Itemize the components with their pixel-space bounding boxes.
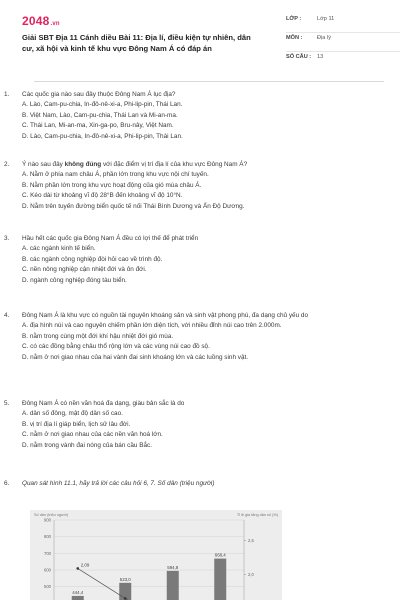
question-text: Đông Nam Á có nền văn hoá đa dạng, giàu bản sắc là do (22, 400, 185, 407)
question-number: 2. (4, 161, 10, 168)
y-tick-label: 700 (44, 550, 51, 556)
question-text-part: với đặc điểm vị trí địa lí của khu vực Đông Nam Á? (101, 161, 248, 168)
answer-option-d[interactable]: D. Lào, Cam-pu-chia, In-đô-nê-xi-a, Phi-lip-pin, Thái Lan. (22, 132, 183, 140)
meta-label: MÔN : (286, 35, 303, 41)
question-number: 1. (4, 91, 10, 98)
y-tick-label: 500 (44, 584, 51, 590)
y2-tick-label: 2,5 (248, 537, 254, 543)
bar-data-label: 594,8 (167, 564, 179, 570)
answer-option-b[interactable]: B. Việt Nam, Lào, Cam-pu-chia, Thái Lan và Mi-an-ma. (22, 111, 178, 119)
question-text: Quan sát hình 11.1, hãy trả lời các câu hỏi 6, 7. Số dân (triệu người) (22, 480, 215, 487)
y-tick-label: 800 (44, 534, 51, 540)
answer-option-a[interactable]: A. Nằm ở phía nam châu Á, phần lớn trong khu vực nội chí tuyến. (22, 171, 209, 179)
question-1 (4, 90, 372, 142)
answer-option-a[interactable]: A. các ngành kinh tế biển. (22, 245, 96, 253)
population-chart (30, 510, 282, 600)
growth-rate-line (78, 568, 221, 600)
y2-axis-title: Tỉ lệ gia tăng dân số (%) (236, 513, 278, 517)
y-tick-label: 900 (44, 517, 51, 523)
question-text: Các quốc gia nào sau đây thuộc Đông Nam Á lục địa? (22, 91, 176, 98)
answer-option-a[interactable]: A. địa hình núi và cao nguyên chiếm phần lớn diện tích, với nhiều đỉnh núi cao trên 2.000m. (22, 322, 282, 330)
line-point (76, 567, 79, 570)
bar-data-label: 444,4 (72, 589, 84, 595)
answer-option-d[interactable]: D. ngành công nghiệp đóng tàu biển. (22, 276, 127, 284)
meta-label: LỚP : (286, 16, 302, 22)
question-3 (4, 234, 372, 286)
answer-option-d[interactable]: D. Nằm trên tuyến đường biển quốc tế nối Thái Bình Dương và Ấn Độ Dương. (22, 202, 245, 210)
question-text (22, 160, 372, 170)
question-number: 5. (4, 400, 10, 407)
logo-text: 2048 (22, 14, 50, 28)
chart-bar (72, 596, 84, 600)
chart-bar (167, 571, 179, 600)
meta-row-grade (286, 14, 400, 33)
logo-suffix: .vn (50, 21, 60, 27)
question-number: 4. (4, 312, 10, 319)
meta-value: Lớp 11 (317, 16, 335, 22)
meta-value: Địa lý (317, 35, 331, 41)
chart-bar (214, 559, 226, 600)
answer-option-c[interactable]: C. nền nông nghiệp cận nhiệt đới và ôn đới. (22, 266, 147, 274)
answer-option-c[interactable]: C. nằm ở nơi giao nhau của các nền văn hoá lớn. (22, 431, 163, 439)
meta-row-count (286, 52, 400, 71)
answer-option-a[interactable]: A. dân số đông, mật độ dân số cao. (22, 410, 123, 418)
answer-option-c[interactable]: C. Thái Lan, Mi-an-ma, Xin-ga-po, Bru-nây, Việt Nam. (22, 122, 174, 130)
question-6 (4, 479, 372, 489)
site-logo[interactable] (22, 14, 60, 28)
page-title: Giải SBT Địa 11 Cánh diều Bài 11: Địa lí, điều kiện tự nhiên, dân cư, xã hội và kinh tế khu vực Đông Nam Á có đáp án (22, 33, 251, 53)
question-4 (4, 311, 372, 363)
meta-row-subject (286, 33, 400, 52)
answer-option-d[interactable]: D. nằm ở nơi giao nhau của hai vành đai sinh khoáng lớn và các luồng sinh vật. (22, 353, 249, 361)
question-number: 3. (4, 235, 10, 242)
line-data-label: 2,09 (80, 562, 90, 568)
meta-value: 13 (317, 54, 324, 60)
meta-info (286, 14, 400, 71)
y-tick-label: 600 (44, 567, 51, 573)
question-emphasis: không đúng (64, 161, 102, 168)
answer-option-b[interactable]: B. nằm trong cùng một đới khí hậu nhiệt đới gió mùa. (22, 332, 174, 340)
line-point (124, 597, 127, 600)
answer-option-c[interactable]: C. có các đồng bằng châu thổ rộng lớn và các vùng núi cao đồ sộ. (22, 343, 210, 351)
question-2 (4, 160, 372, 212)
document-header (22, 0, 384, 82)
y2-tick-label: 2,0 (248, 572, 254, 578)
meta-label: SỐ CÂU : (286, 54, 312, 60)
chart-canvas (30, 510, 282, 600)
question-text: Hầu hết các quốc gia Đông Nam Á đều có lợi thế để phát triển (22, 235, 199, 242)
answer-option-b[interactable]: B. các ngành công nghiệp đòi hỏi cao về trình độ. (22, 255, 163, 263)
question-number: 6. (4, 480, 10, 487)
question-text: Đông Nam Á là khu vực có nguồn tài nguyên khoáng sản và sinh vật phong phú, đa dạng chủ yếu do (22, 312, 309, 319)
answer-option-b[interactable]: B. vị trí địa lí giáp biển, lịch sử lâu đời. (22, 420, 131, 428)
answer-option-c[interactable]: C. Kéo dài từ khoảng vĩ độ 28°B đến khoảng vĩ độ 10°N. (22, 192, 183, 200)
bar-data-label: 523,0 (119, 576, 131, 582)
answer-option-d[interactable]: D. nằm trong vành đai nóng của bán cầu Bắc. (22, 441, 153, 449)
answer-option-a[interactable]: A. Lào, Cam-pu-chia, In-đô-nê-xi-a, Phi-lip-pin, Thái Lan. (22, 101, 183, 109)
answer-option-b[interactable]: B. Nằm phần lớn trong khu vực hoạt động của gió mùa châu Á. (22, 181, 202, 189)
question-5 (4, 399, 372, 451)
question-text-part: Ý nào sau đây (22, 161, 65, 168)
y-axis-title: Số dân (triệu người) (34, 513, 69, 517)
bar-data-label: 668,4 (214, 552, 226, 558)
